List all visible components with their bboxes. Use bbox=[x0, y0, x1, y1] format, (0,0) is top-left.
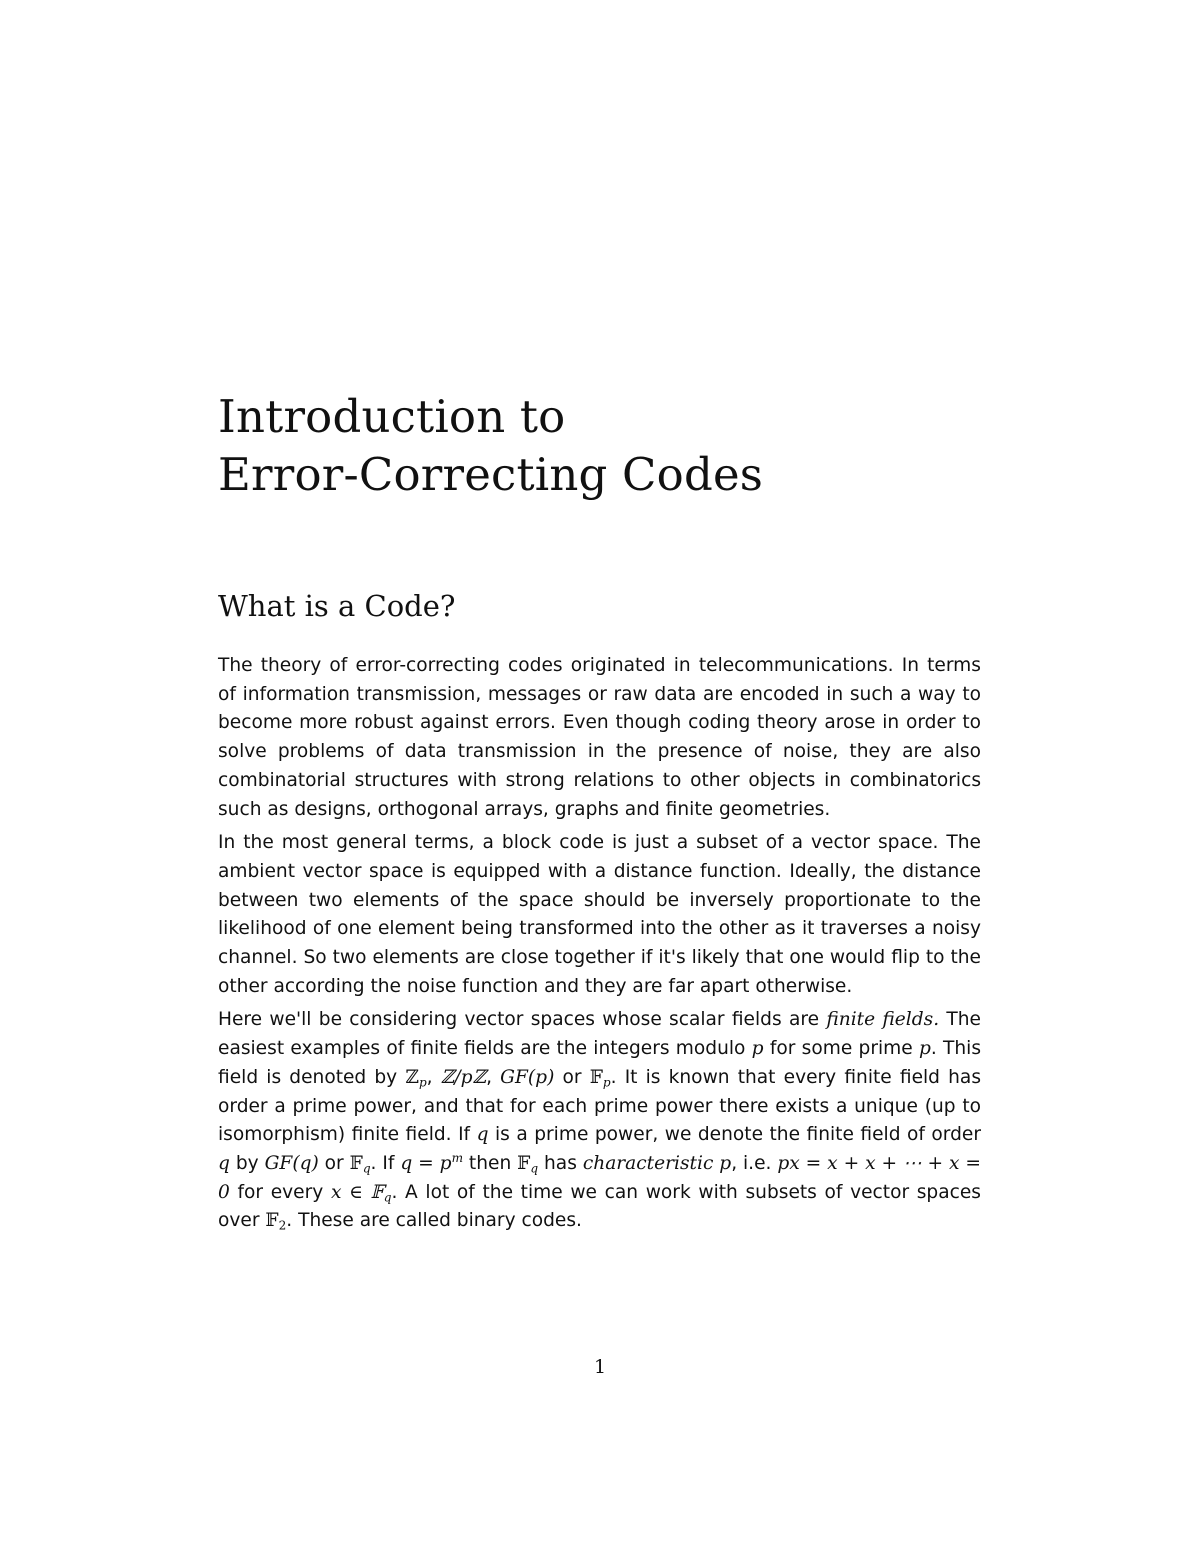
math-subscript: p bbox=[418, 1075, 427, 1090]
math-symbol: GF bbox=[264, 1152, 293, 1174]
text-run: . These are called binary codes. bbox=[286, 1210, 582, 1232]
math-symbol: p bbox=[751, 1038, 764, 1060]
paragraph-2: In the most general terms, a block code is just a subset of a vector space. The ambient vector space is equipped with a distance function. Ideally, the distance between two elements of the space should be inversely proportionate to the likelihood of one element being transformed into the other as it traverses a noisy channel. So two elements are close together if it's likely that one would flip to the other according the noise function and they are far apart otherwise. bbox=[218, 832, 981, 997]
text-run: has bbox=[538, 1152, 583, 1174]
paragraph-1: The theory of error-correcting codes originated in telecommunications. In terms of information transmission, messages or raw data are encoded in such a way to become more robust against errors. Even though coding theory arose in order to solve problems of data transmission in the presence of noise, they are also combinatorial structures with strong relations to other objects in combinatorics such as designs, orthogonal arrays, graphs and finite geometries. bbox=[218, 655, 981, 820]
text-run: Here we'll be considering vector spaces whose scalar fields are bbox=[218, 1009, 827, 1031]
math-symbol: p bbox=[713, 1152, 732, 1174]
text-run: is a prime power, we denote the finite field of order bbox=[488, 1124, 981, 1146]
chapter-title bbox=[218, 388, 1018, 504]
math-subscript: 2 bbox=[278, 1218, 287, 1233]
math-expression: (p) bbox=[527, 1066, 555, 1088]
math-subscript: q bbox=[383, 1190, 392, 1205]
text-run: . If bbox=[370, 1152, 401, 1174]
text-run: . This field is denoted by bbox=[218, 1038, 982, 1088]
math-symbol: ℤ bbox=[405, 1066, 419, 1088]
paragraph-3 bbox=[218, 1006, 981, 1236]
math-subscript: q bbox=[362, 1161, 371, 1176]
body-text bbox=[218, 652, 981, 1241]
math-expression: x ∈ 𝔽 bbox=[330, 1181, 384, 1203]
math-subscript: p bbox=[602, 1075, 611, 1090]
math-expression: ℤ/pℤ bbox=[440, 1066, 487, 1088]
math-expression: px = x + x + ⋯ + x = 0 bbox=[218, 1152, 981, 1203]
text-run: The easiest examples of finite fields are the integers modulo bbox=[218, 1009, 981, 1060]
math-symbol: 𝔽 bbox=[349, 1152, 363, 1174]
text-run: , bbox=[426, 1066, 441, 1088]
math-symbol: GF bbox=[500, 1066, 528, 1088]
chapter-title-line-2: Error-Correcting Codes bbox=[218, 448, 764, 501]
math-symbol: q bbox=[218, 1152, 230, 1174]
math-symbol: p bbox=[918, 1038, 931, 1060]
math-symbol: q bbox=[476, 1124, 489, 1146]
page-number: 1 bbox=[593, 1356, 607, 1378]
text-run: . It is known that every finite field has order a prime power, and that for each prime power there exists a unique (up to isomorphism) finite field. If bbox=[218, 1066, 982, 1146]
section-heading: What is a Code? bbox=[218, 589, 456, 623]
math-subscript: q bbox=[530, 1161, 539, 1176]
text-run: , i.e. bbox=[731, 1152, 778, 1174]
chapter-title-line-1: Introduction to bbox=[218, 390, 566, 443]
text-run: for some prime bbox=[763, 1038, 919, 1060]
math-symbol: 𝔽 bbox=[589, 1066, 603, 1088]
text-run: or bbox=[318, 1152, 350, 1174]
math-superscript: m bbox=[451, 1150, 464, 1165]
text-run: . A lot of the time we can work with subsets of vector spaces over bbox=[218, 1181, 981, 1232]
text-run: or bbox=[554, 1066, 590, 1088]
text-run: , bbox=[486, 1066, 501, 1088]
emphasis-characteristic: characteristic bbox=[582, 1152, 714, 1174]
text-run: by bbox=[229, 1152, 265, 1174]
text-run: for every bbox=[229, 1181, 331, 1203]
emphasis-finite-fields: finite fields. bbox=[826, 1009, 940, 1031]
math-expression: (q) bbox=[292, 1152, 319, 1174]
math-symbol: 𝔽 bbox=[517, 1152, 531, 1174]
math-symbol: 𝔽 bbox=[265, 1210, 279, 1232]
text-run: then bbox=[463, 1152, 518, 1174]
math-expression: q = p bbox=[400, 1152, 452, 1174]
